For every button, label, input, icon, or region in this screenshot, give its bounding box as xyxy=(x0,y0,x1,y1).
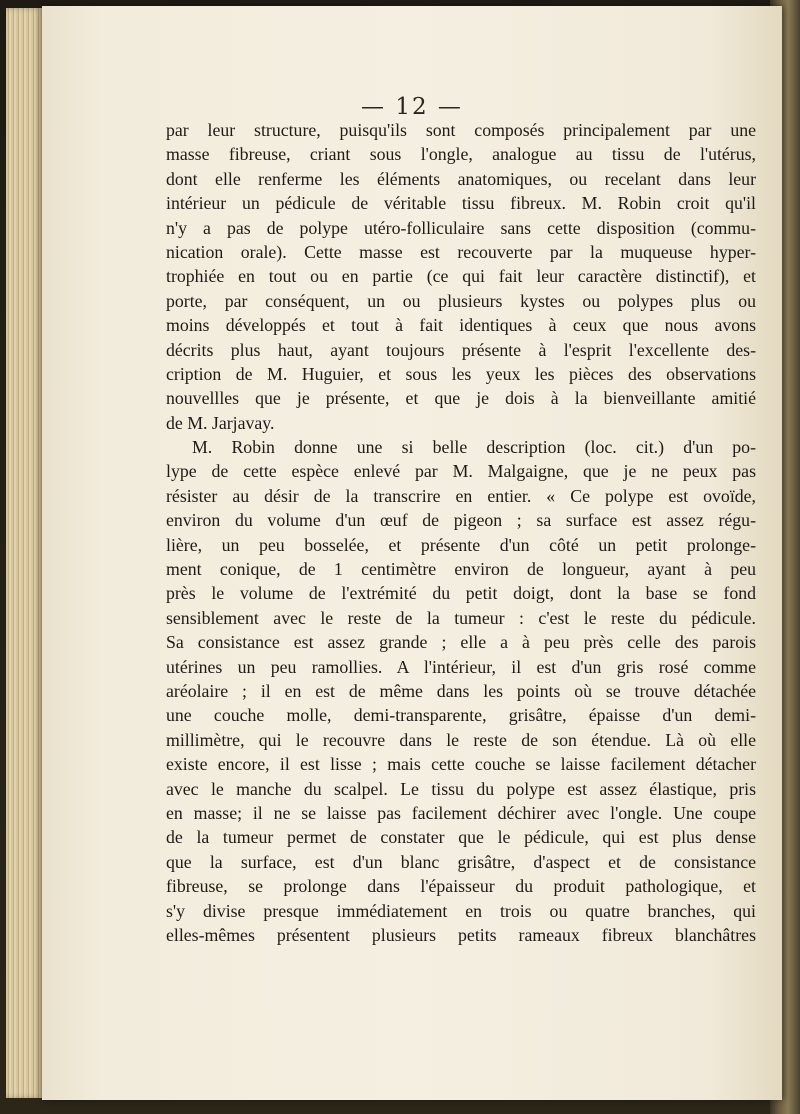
text-line: trophiée en tout ou en partie (ce qui fait leur caractère distinctif), et xyxy=(166,266,756,287)
book-page xyxy=(42,6,782,1100)
text-line: résister au désir de la transcrire en entier. « Ce polype est ovoïde, xyxy=(166,485,756,506)
text-line: millimètre, qui le recouvre dans le reste de son étendue. Là où elle xyxy=(166,729,756,750)
text-line: aréolaire ; il en est de même dans les points où se trouve détachée xyxy=(166,680,756,701)
page-number: — 12 — xyxy=(361,94,463,120)
text-line: porte, par conséquent, un ou plusieurs kystes ou polypes plus ou xyxy=(166,290,756,311)
text-line: intérieur un pédicule de véritable tissu fibreux. M. Robin croit qu'il xyxy=(166,193,756,214)
text-line: décrits plus haut, ayant toujours présente à l'esprit l'excellente des- xyxy=(166,339,756,360)
text-line: existe encore, il est lisse ; mais cette couche se laisse facilement détacher xyxy=(166,754,756,775)
text-line: près le volume de l'extrémité du petit doigt, dont la base se fond xyxy=(166,583,756,604)
text-line: que la surface, est d'un blanc grisâtre, d'aspect et de consistance xyxy=(166,851,756,872)
text-line: cription de M. Huguier, et sous les yeux les pièces des observations xyxy=(166,363,756,384)
text-line: de la tumeur permet de constater que le pédicule, qui est plus dense xyxy=(166,827,756,848)
text-line: lière, un peu bosselée, et présente d'un côté un petit prolonge- xyxy=(166,534,756,555)
text-line: masse fibreuse, criant sous l'ongle, analogue au tissu de l'utérus, xyxy=(166,144,756,165)
text-line: par leur structure, puisqu'ils sont composés principalement par une xyxy=(166,120,756,140)
text-line: en masse; il ne se laisse pas facilement déchirer avec l'ongle. Une coupe xyxy=(166,802,756,823)
text-line: Sa consistance est assez grande ; elle a à peu près celle des parois xyxy=(166,632,756,653)
text-line: dont elle renferme les éléments anatomiques, ou recelant dans leur xyxy=(166,168,756,189)
text-line-paragraph-end: de M. Jarjavay. xyxy=(166,412,275,433)
book-page-edges xyxy=(6,8,44,1098)
text-line: avec le manche du scalpel. Le tissu du polype est assez élastique, pris xyxy=(166,778,756,799)
text-line: n'y a pas de polype utéro-folliculaire sans cette disposition (commu- xyxy=(166,217,756,238)
text-line: s'y divise presque immédiatement en trois ou quatre branches, qui xyxy=(166,900,756,921)
text-line: environ du volume d'un œuf de pigeon ; sa surface est assez régu- xyxy=(166,510,756,531)
text-line: nication orale). Cette masse est recouverte par la muqueuse hyper- xyxy=(166,241,756,262)
text-line: utérines un peu ramollies. A l'intérieur, il est d'un gris rosé comme xyxy=(166,656,756,677)
text-line: une couche molle, demi-transparente, grisâtre, épaisse d'un demi- xyxy=(166,705,756,726)
text-line: ment conique, de 1 centimètre environ de longueur, ayant à peu xyxy=(166,559,756,580)
text-line: elles-mêmes présentent plusieurs petits rameaux fibreux blanchâtres xyxy=(166,924,756,945)
text-line: fibreuse, se prolonge dans l'épaisseur du produit pathologique, et xyxy=(166,876,756,897)
body-text xyxy=(166,118,756,947)
text-line: nouvellles que je présente, et que je dois à la bienveillante amitié xyxy=(166,388,756,409)
text-line-paragraph-start: M. Robin donne une si belle description (loc. cit.) d'un po- xyxy=(192,437,756,458)
text-line: sensiblement avec le reste de la tumeur : c'est le reste du pédicule. xyxy=(166,607,756,628)
text-line: moins développés et tout à fait identiques à ceux que nous avons xyxy=(166,315,756,336)
text-line: lype de cette espèce enlevé par M. Malgaigne, que je ne peux pas xyxy=(166,461,756,482)
